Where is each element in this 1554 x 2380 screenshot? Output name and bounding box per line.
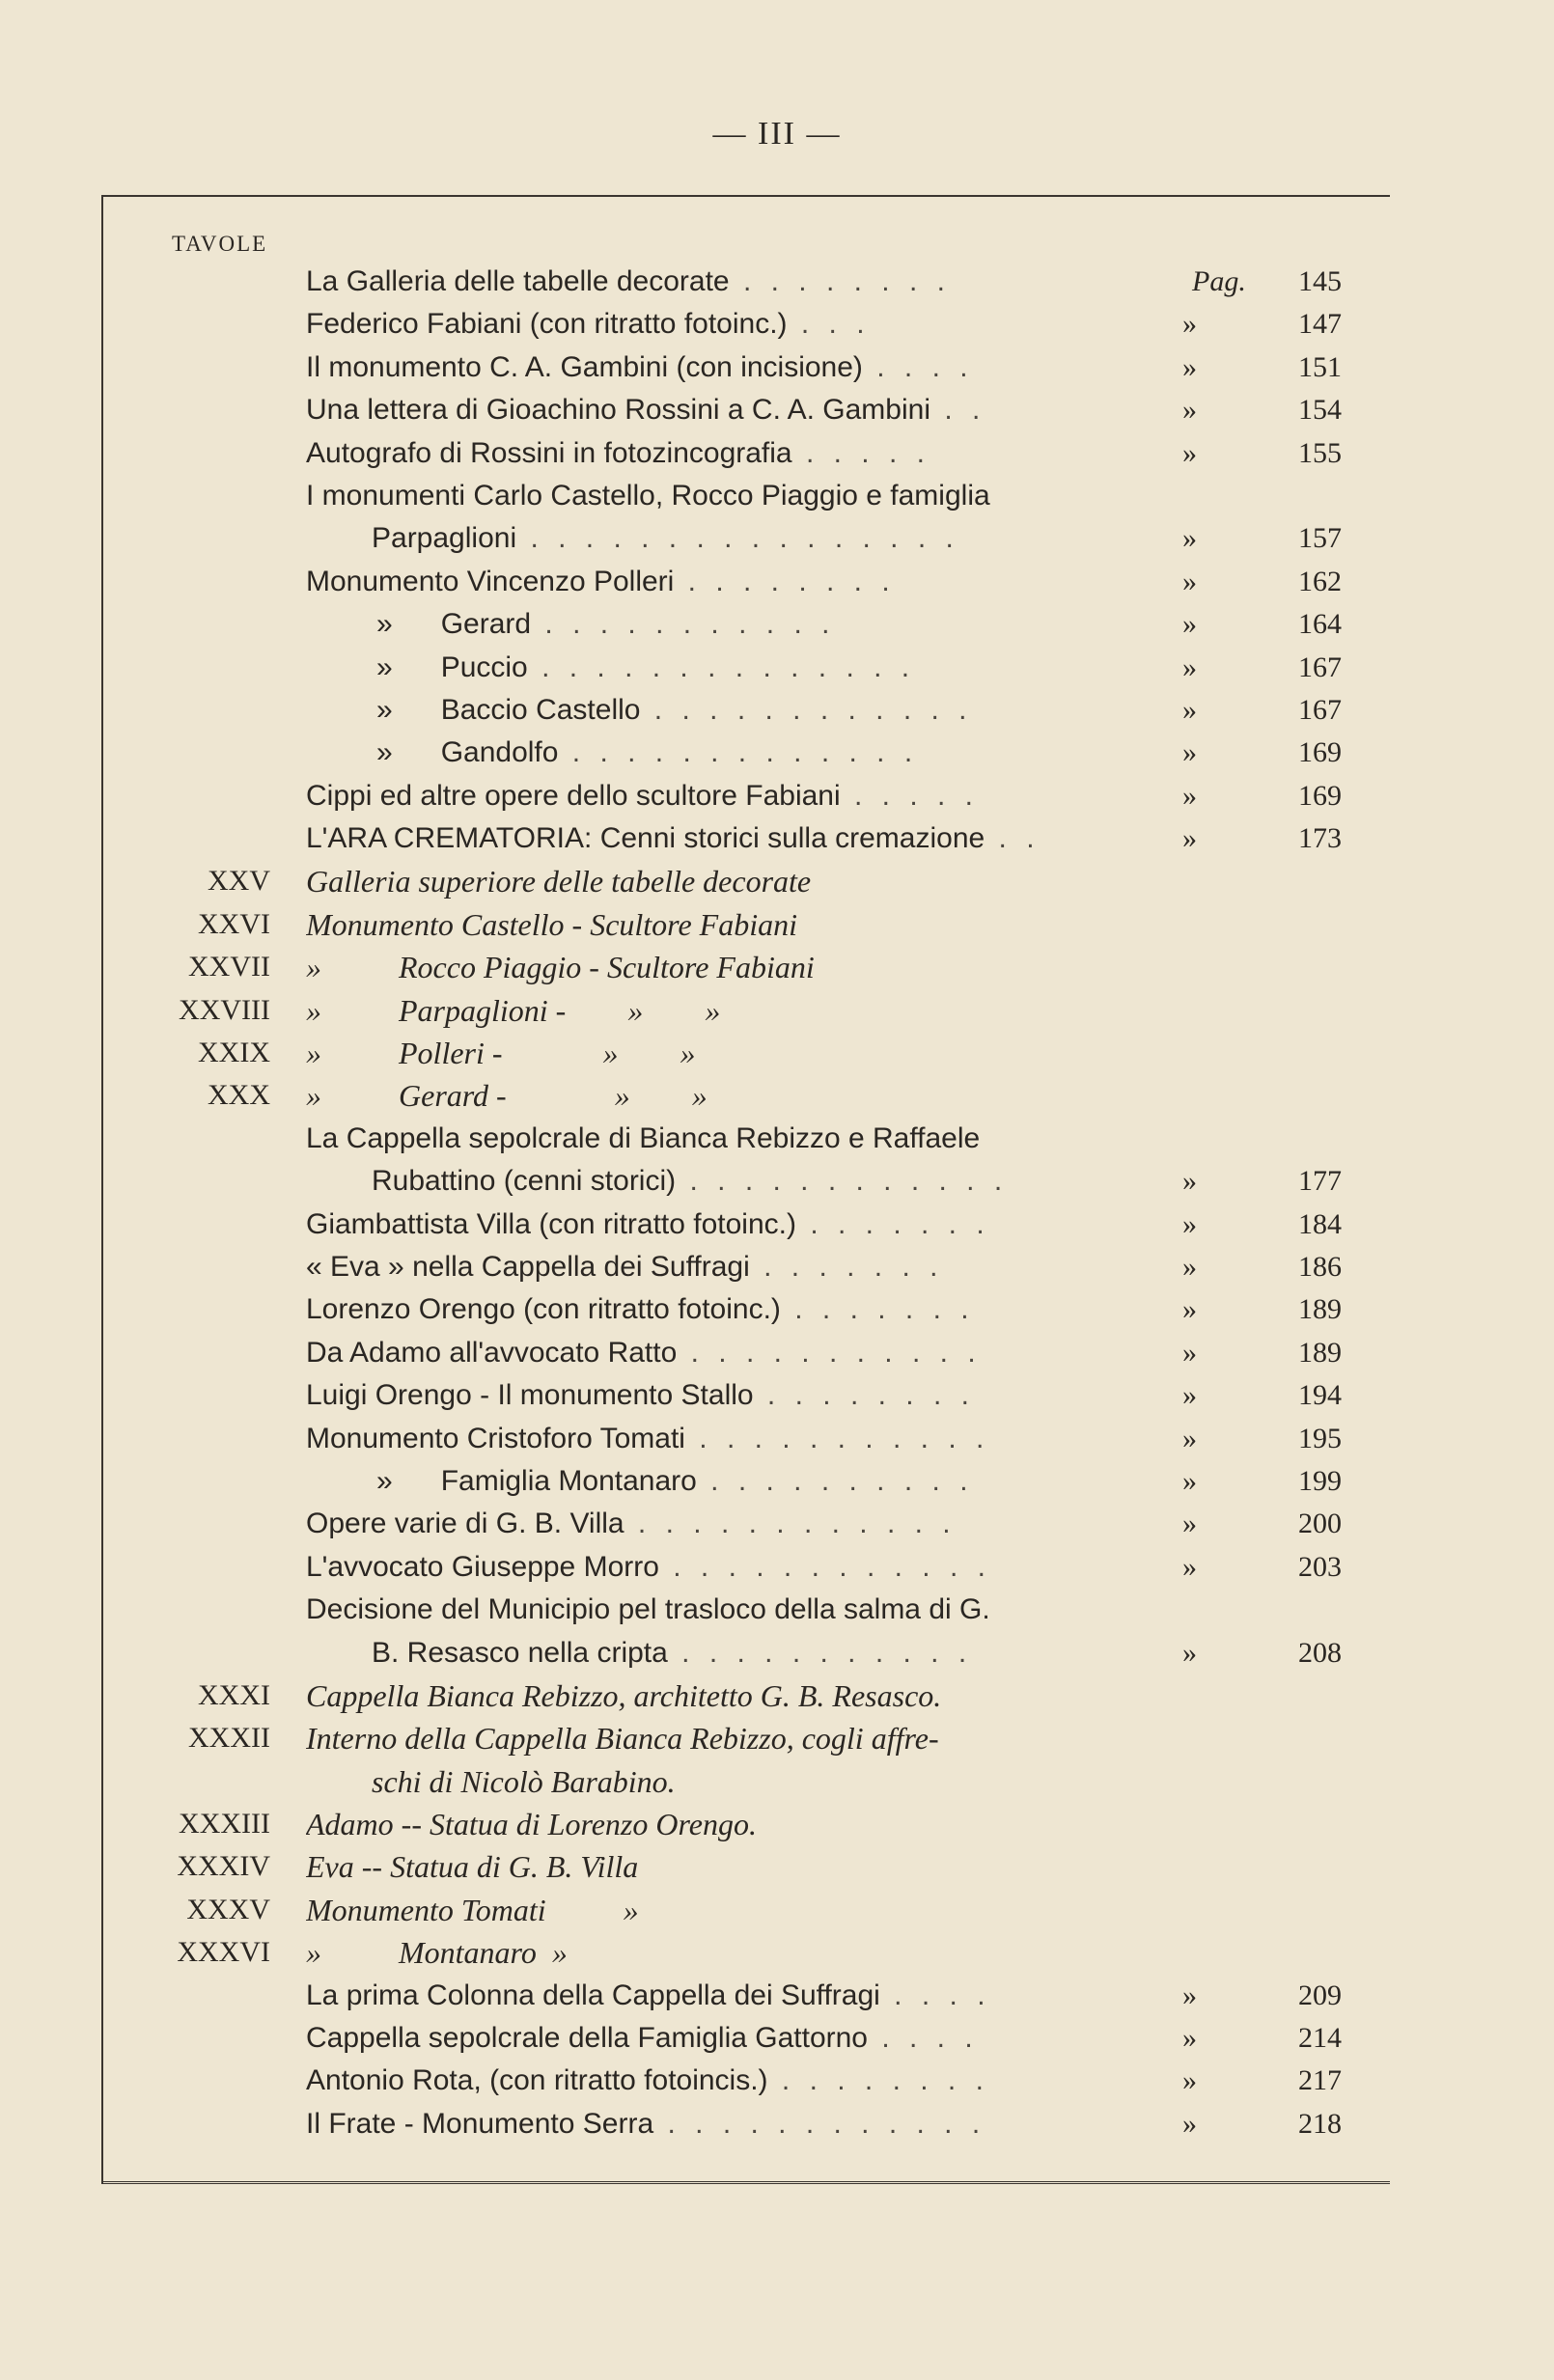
entry-title-text: » Gerard <box>376 608 532 641</box>
plate-number: XXVII <box>188 951 270 983</box>
entry-title <box>306 389 1144 431</box>
toc-row <box>135 1118 1351 1160</box>
entry-title <box>306 346 1144 389</box>
page-marker: » <box>1182 2107 1197 2140</box>
plate-number: XXIX <box>198 1037 270 1069</box>
toc-row <box>135 1674 1351 1717</box>
entry-title <box>306 1074 1351 1117</box>
toc-row <box>135 475 1351 517</box>
entry-title-text: Da Adamo all'avvocato Ratto <box>306 1336 678 1369</box>
entry-title <box>306 475 1351 517</box>
entry-title <box>372 1632 1144 1674</box>
page-marker: » <box>1182 693 1197 726</box>
entry-title <box>376 603 1144 646</box>
page-marker: » <box>1182 1464 1197 1497</box>
entry-title <box>306 946 1351 988</box>
entry-title-text: » Montanaro » <box>306 1935 568 1971</box>
page-marker: » <box>1182 2064 1197 2097</box>
leader-dots: . . . . . . . . . . . . . . . . <box>516 522 959 555</box>
entry-title <box>306 1845 1351 1888</box>
leader-dots: . . . . . . . <box>780 1293 975 1326</box>
table-of-contents <box>135 261 1351 2145</box>
leader-dots: . . . . . . . . . . . . <box>676 1165 1009 1198</box>
page-marker: » <box>1182 1293 1197 1326</box>
entry-title <box>306 1889 1351 1931</box>
page-marker: » <box>1182 565 1197 597</box>
page-marker: » <box>1182 436 1197 469</box>
leader-dots: . . . . . . . . . . . . . . <box>527 650 916 683</box>
leader-dots: . . . . . . . . . . . <box>531 608 836 641</box>
entry-title-text: » Polleri - » » <box>306 1036 696 1071</box>
entry-title <box>306 1975 1144 2017</box>
plate-number: XXXI <box>198 1678 270 1711</box>
page-ref: 195 <box>1298 1422 1342 1454</box>
leader-dots: . . <box>930 394 986 427</box>
toc-row <box>135 1032 1351 1074</box>
toc-row <box>135 817 1351 860</box>
page-marker: » <box>1182 1550 1197 1583</box>
toc-row <box>135 1418 1351 1460</box>
toc-row <box>135 346 1351 389</box>
leader-dots: . . . . . . . . . . . . <box>640 693 973 726</box>
toc-row <box>135 1503 1351 1545</box>
toc-row <box>135 1074 1351 1117</box>
entry-title-text: » Parpaglioni - » » <box>306 992 721 1028</box>
toc-row <box>135 1288 1351 1331</box>
entry-title <box>306 1503 1144 1545</box>
page-ref: 189 <box>1298 1336 1342 1369</box>
toc-row <box>135 432 1351 475</box>
page-ref: 200 <box>1298 1508 1342 1540</box>
page-ref: 154 <box>1298 394 1342 427</box>
page-marker: » <box>1182 1250 1197 1283</box>
page-ref: 173 <box>1298 822 1342 855</box>
toc-row <box>135 946 1351 988</box>
entry-title <box>306 2060 1144 2102</box>
page-ref: 199 <box>1298 1464 1342 1497</box>
page-ref: 145 <box>1298 265 1342 297</box>
entry-title <box>306 1118 1351 1160</box>
page-ref: 155 <box>1298 436 1342 469</box>
entry-title <box>376 647 1144 689</box>
leader-dots: . . . . <box>879 1979 991 2011</box>
entry-title <box>306 989 1351 1032</box>
toc-row <box>135 775 1351 817</box>
page-ref: 164 <box>1298 608 1342 641</box>
entry-title-text: Il Frate - Monumento Serra <box>306 2107 654 2140</box>
toc-row <box>135 860 1351 902</box>
entry-title <box>376 1460 1144 1503</box>
entry-title-text: » Gandolfo <box>376 736 559 769</box>
entry-title-text: I monumenti Carlo Castello, Rocco Piaggio e famiglia <box>306 479 990 512</box>
toc-row <box>135 1845 1351 1888</box>
entry-title <box>306 1931 1351 1974</box>
page-marker: » <box>1182 1508 1197 1540</box>
page-ref: 167 <box>1298 650 1342 683</box>
toc-row <box>135 1204 1351 1246</box>
page-marker: » <box>1182 650 1197 683</box>
toc-row <box>135 1717 1351 1759</box>
entry-title-text: Galleria superiore delle tabelle decorate <box>306 864 812 899</box>
entry-title-text: Cippi ed altre opere dello scultore Fabiani <box>306 779 841 812</box>
entry-title <box>306 775 1144 817</box>
toc-row <box>135 1803 1351 1845</box>
leader-dots: . . . . . <box>791 436 930 469</box>
leader-dots: . . . . . . . . . . . <box>667 1636 973 1669</box>
entry-title-text: Antonio Rota, (con ritratto fotoincis.) <box>306 2064 768 2097</box>
plate-number: XXXIV <box>177 1850 270 1883</box>
entry-title <box>306 1032 1351 1074</box>
section-label: TAVOLE <box>172 232 268 256</box>
page-marker: » <box>1182 1336 1197 1369</box>
toc-row <box>135 903 1351 946</box>
entry-title-text: Luigi Orengo - Il monumento Stallo <box>306 1379 754 1412</box>
toc-row <box>135 1546 1351 1589</box>
left-rule <box>101 195 103 2183</box>
entry-title <box>306 1332 1144 1374</box>
leader-dots: . . . . . . . . <box>674 565 896 597</box>
entry-title <box>376 689 1144 732</box>
page-ref: 208 <box>1298 1636 1342 1669</box>
leader-dots: . . . <box>787 308 871 341</box>
entry-title <box>306 1374 1144 1417</box>
plate-number: XXXV <box>186 1893 270 1925</box>
leader-dots: . . . . <box>867 2022 979 2055</box>
entry-title-text: La Cappella sepolcrale di Bianca Rebizzo e Raffaele <box>306 1121 981 1154</box>
plate-number: XXXIII <box>179 1808 270 1840</box>
entry-title-text: Eva -- Statua di G. B. Villa <box>306 1849 639 1885</box>
entry-title <box>372 1160 1144 1203</box>
entry-title-text: Rubattino (cenni storici) <box>372 1165 677 1198</box>
leader-dots: . . . . . . . . . . . <box>684 1422 990 1454</box>
page-ref: 194 <box>1298 1379 1342 1412</box>
page-ref: 203 <box>1298 1550 1342 1583</box>
page-ref: 157 <box>1298 522 1342 555</box>
entry-title-text: schi di Nicolò Barabino. <box>372 1763 676 1799</box>
entry-title <box>306 2103 1144 2145</box>
toc-row <box>135 1460 1351 1503</box>
toc-row <box>135 1760 1351 1803</box>
entry-title <box>306 303 1144 346</box>
toc-row <box>135 517 1351 560</box>
leader-dots: . . . . . . . . . . . . <box>658 1550 991 1583</box>
entry-title-text: L'ARA CREMATORIA: Cenni storici sulla cremazione <box>306 822 985 855</box>
entry-title-text: Monumento Vincenzo Polleri <box>306 565 675 597</box>
page-ref: 214 <box>1298 2022 1342 2055</box>
page-marker: » <box>1182 350 1197 383</box>
toc-row <box>135 989 1351 1032</box>
leader-dots: . . . . . . . . . . . <box>677 1336 982 1369</box>
page-marker: » <box>1182 1979 1197 2011</box>
entry-title-text: Monumento Castello - Scultore Fabiani <box>306 906 797 942</box>
page-ref: 186 <box>1298 1250 1342 1283</box>
entry-title <box>306 1803 1351 1845</box>
entry-title <box>306 1204 1144 1246</box>
page-marker: » <box>1182 1379 1197 1412</box>
plate-number: XXX <box>208 1079 270 1112</box>
entry-title-text: Federico Fabiani (con ritratto fotoinc.) <box>306 308 788 341</box>
toc-row <box>135 689 1351 732</box>
entry-title <box>306 1288 1144 1331</box>
plate-number: XXVIII <box>179 993 270 1026</box>
plate-number: XXVI <box>198 907 270 940</box>
toc-row <box>135 1975 1351 2017</box>
entry-title-text: » Gerard - » » <box>306 1078 708 1114</box>
page-marker: » <box>1182 522 1197 555</box>
plate-number: XXV <box>208 865 270 898</box>
page-ref: 162 <box>1298 565 1342 597</box>
leader-dots: . . . . . . . . . . . . <box>653 2107 986 2140</box>
entry-title-text: La Galleria delle tabelle decorate <box>306 265 730 297</box>
toc-row <box>135 732 1351 774</box>
entry-title <box>306 903 1351 946</box>
leader-dots: . . . . . . . . . . <box>696 1464 974 1497</box>
entry-title <box>306 1674 1351 1717</box>
page-marker: » <box>1182 1165 1197 1198</box>
toc-row <box>135 2060 1351 2102</box>
toc-row <box>135 603 1351 646</box>
entry-title <box>306 2017 1144 2060</box>
page-ref: 189 <box>1298 1293 1342 1326</box>
toc-row <box>135 1332 1351 1374</box>
entry-title <box>306 860 1351 902</box>
entry-title <box>306 1418 1144 1460</box>
entry-title-text: « Eva » nella Cappella dei Suffragi <box>306 1250 750 1283</box>
toc-row <box>135 1246 1351 1288</box>
toc-row <box>135 1889 1351 1931</box>
leader-dots: . . <box>985 822 1041 855</box>
entry-title-text: Opere varie di G. B. Villa <box>306 1508 624 1540</box>
page-ref: 169 <box>1298 779 1342 812</box>
plate-number: XXXII <box>188 1722 270 1755</box>
page-ref: 177 <box>1298 1165 1342 1198</box>
leader-dots: . . . . <box>862 350 974 383</box>
entry-title-text: La prima Colonna della Cappella dei Suffragi <box>306 1979 880 2011</box>
leader-dots: . . . . . . . . <box>729 265 951 297</box>
toc-row <box>135 561 1351 603</box>
leader-dots: . . . . . . . . . . . . . <box>558 736 919 769</box>
page-number: — III — <box>712 116 842 152</box>
entry-title-text: Parpaglioni <box>372 522 517 555</box>
entry-title-text: » Puccio <box>376 650 528 683</box>
entry-title <box>306 817 1144 860</box>
entry-title-text: Il monumento C. A. Gambini (con incisione) <box>306 350 863 383</box>
entry-title-text: Cappella sepolcrale della Famiglia Gattorno <box>306 2022 868 2055</box>
entry-title <box>306 1246 1144 1288</box>
page-marker: » <box>1182 779 1197 812</box>
page-marker: » <box>1182 1422 1197 1454</box>
page-marker: » <box>1182 394 1197 427</box>
leader-dots: . . . . . . . . . . . . <box>624 1508 957 1540</box>
page-ref: 147 <box>1298 308 1342 341</box>
toc-row <box>135 389 1351 431</box>
page-ref: 209 <box>1298 1979 1342 2011</box>
page-marker: » <box>1182 308 1197 341</box>
entry-title <box>376 732 1144 774</box>
plate-number: XXXVI <box>177 1936 270 1969</box>
page-ref: 151 <box>1298 350 1342 383</box>
leader-dots: . . . . . . . . <box>767 2064 989 2097</box>
leader-dots: . . . . . . . <box>795 1207 990 1240</box>
page-ref: 167 <box>1298 693 1342 726</box>
entry-title-text: » Rocco Piaggio - Scultore Fabiani <box>306 950 815 985</box>
page-marker: » <box>1182 1207 1197 1240</box>
entry-title-text: » Baccio Castello <box>376 693 641 726</box>
toc-row <box>135 2103 1351 2145</box>
page-marker: » <box>1182 822 1197 855</box>
toc-row <box>135 1160 1351 1203</box>
entry-title <box>306 261 1144 303</box>
page-marker: » <box>1182 608 1197 641</box>
entry-title-text: Giambattista Villa (con ritratto fotoinc.) <box>306 1207 796 1240</box>
entry-title-text: Cappella Bianca Rebizzo, architetto G. B. Resasco. <box>306 1677 942 1713</box>
page-marker: » <box>1182 736 1197 769</box>
entry-title <box>306 432 1144 475</box>
toc-row <box>135 261 1351 303</box>
page-marker: » <box>1182 1636 1197 1669</box>
toc-row <box>135 2017 1351 2060</box>
entry-title-text: Adamo -- Statua di Lorenzo Orengo. <box>306 1807 757 1842</box>
entry-title <box>372 1760 1351 1803</box>
leader-dots: . . . . . <box>840 779 980 812</box>
entry-title <box>306 1589 1351 1631</box>
entry-title <box>306 561 1144 603</box>
toc-row <box>135 1632 1351 1674</box>
entry-title-text: Una lettera di Gioachino Rossini a C. A. Gambini <box>306 394 930 427</box>
entry-title-text: B. Resasco nella cripta <box>372 1636 668 1669</box>
toc-row <box>135 1589 1351 1631</box>
entry-title <box>306 1546 1144 1589</box>
leader-dots: . . . . . . . <box>749 1250 944 1283</box>
toc-row <box>135 303 1351 346</box>
leader-dots: . . . . . . . . <box>753 1379 975 1412</box>
entry-title-text: Lorenzo Orengo (con ritratto fotoinc.) <box>306 1293 781 1326</box>
page-marker: Pag. <box>1192 265 1246 297</box>
entry-title-text: Decisione del Municipio pel trasloco della salma di G. <box>306 1593 990 1626</box>
toc-row <box>135 1374 1351 1417</box>
entry-title <box>372 517 1144 560</box>
bottom-rule <box>101 2181 1390 2186</box>
entry-title-text: Interno della Cappella Bianca Rebizzo, cogli affre- <box>306 1721 939 1757</box>
toc-row <box>135 647 1351 689</box>
entry-title-text: Autografo di Rossini in fotozincografia <box>306 436 792 469</box>
entry-title-text: Monumento Cristoforo Tomati <box>306 1422 685 1454</box>
entry-title-text: » Famiglia Montanaro <box>376 1464 697 1497</box>
page-ref: 217 <box>1298 2064 1342 2097</box>
entry-title-text: L'avvocato Giuseppe Morro <box>306 1550 659 1583</box>
page-marker: » <box>1182 2022 1197 2055</box>
entry-title <box>306 1717 1351 1759</box>
entry-title-text: Monumento Tomati » <box>306 1892 639 1927</box>
page-ref: 169 <box>1298 736 1342 769</box>
page-ref: 218 <box>1298 2107 1342 2140</box>
toc-row <box>135 1931 1351 1974</box>
top-rule <box>101 195 1390 197</box>
page-ref: 184 <box>1298 1207 1342 1240</box>
